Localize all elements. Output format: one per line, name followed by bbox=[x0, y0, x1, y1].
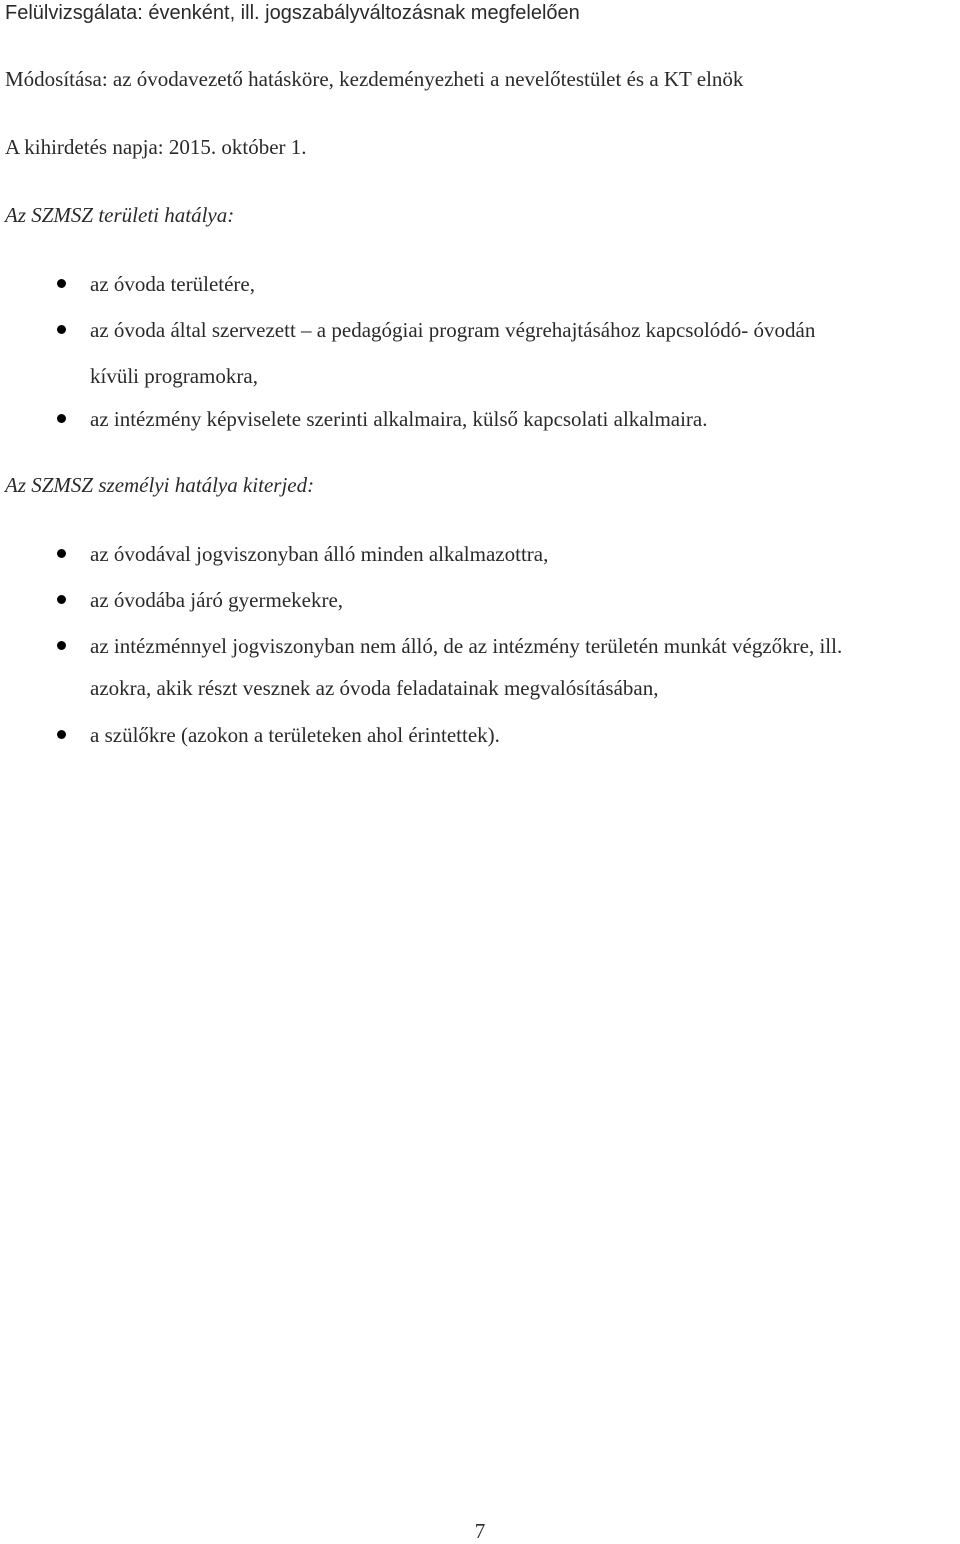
bullet-icon bbox=[57, 325, 66, 334]
territorial-heading: Az SZMSZ területi hatálya: bbox=[5, 203, 235, 227]
list-item: az óvodával jogviszonyban álló minden alkalmazottra, bbox=[90, 532, 960, 576]
announce-line: A kihirdetés napja: 2015. október 1. bbox=[5, 135, 307, 159]
modify-line: Módosítása: az óvodavezető hatásköre, kezdeményezheti a nevelőtestület és a KT elnök bbox=[5, 67, 744, 91]
list-item: az intézmény képviselete szerinti alkalmaira, külső kapcsolati alkalmaira. bbox=[90, 397, 960, 441]
list-item: az intézménnyel jogviszonyban nem álló, de az intézmény területén munkát végzőkre, ill. bbox=[90, 624, 960, 668]
list-item: az óvoda által szervezett – a pedagógiai program végrehajtásához kapcsolódó- óvodán bbox=[90, 308, 960, 352]
review-line: Felülvizsgálata: évenként, ill. jogszabályváltozásnak megfelelően bbox=[5, 2, 580, 24]
bullet-icon bbox=[57, 279, 66, 288]
bullet-icon bbox=[57, 641, 66, 650]
list-item: az óvoda területére, bbox=[90, 262, 960, 306]
bullet-icon bbox=[57, 730, 66, 739]
list-item: az óvodába járó gyermekekre, bbox=[90, 578, 960, 622]
personal-heading: Az SZMSZ személyi hatálya kiterjed: bbox=[5, 473, 315, 497]
bullet-icon bbox=[57, 414, 66, 423]
list-item-continuation: azokra, akik részt vesznek az óvoda feladatainak megvalósításában, bbox=[90, 676, 659, 700]
page-number: 7 bbox=[474, 1519, 486, 1543]
list-item: a szülőkre (azokon a területeken ahol érintettek). bbox=[90, 713, 960, 757]
list-item-continuation: kívüli programokra, bbox=[90, 364, 258, 388]
bullet-icon bbox=[57, 595, 66, 604]
bullet-icon bbox=[57, 549, 66, 558]
